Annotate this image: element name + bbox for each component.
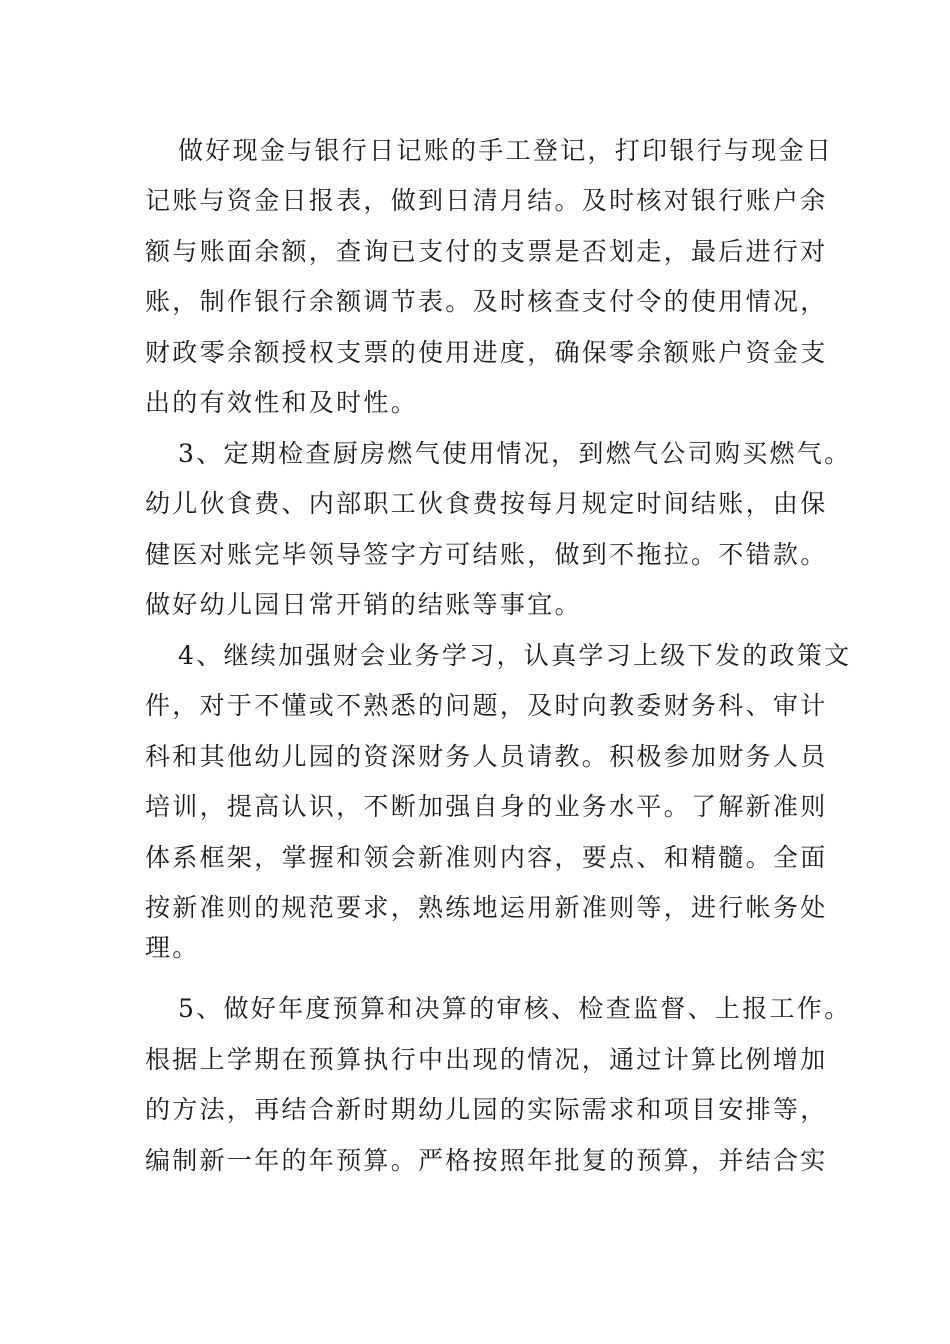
- text-line: 幼儿伙食费、内部职工伙食费按每月规定时间结账，由保: [145, 489, 828, 518]
- text-line: 科和其他幼儿园的资深财务人员请教。积极参加财务人员: [145, 742, 828, 771]
- text-line: 根据上学期在预算执行中出现的情况，通过计算比例增加: [145, 1045, 828, 1074]
- text-line: 4、继续加强财会业务学习，认真学习上级下发的政策文: [178, 641, 852, 670]
- text-line: 额与账面余额，查询已支付的支票是否划走，最后进行对: [145, 237, 828, 266]
- text-line: 财政零余额授权支票的使用进度，确保零余额账户资金支: [145, 338, 828, 367]
- text-line: 做好现金与银行日记账的手工登记，打印银行与现金日: [178, 136, 834, 165]
- text-line: 按新准则的规范要求，熟练地运用新准则等，进行帐务处: [145, 893, 828, 922]
- text-line: 编制新一年的年预算。严格按照年批复的预算，并结合实: [145, 1146, 828, 1175]
- text-line: 健医对账完毕领导签字方可结账，做到不拖拉。不错款。: [145, 540, 828, 569]
- text-line: 体系框架，掌握和领会新准则内容，要点、和精髓。全面: [145, 843, 828, 872]
- text-line: 的方法，再结合新时期幼儿园的实际需求和项目安排等，: [145, 1095, 828, 1124]
- text-line: 记账与资金日报表，做到日清月结。及时核对银行账户余: [145, 186, 828, 215]
- text-line: 5、做好年度预算和决算的审核、检查监督、上报工作。: [178, 994, 852, 1023]
- text-line: 3、定期检查厨房燃气使用情况，到燃气公司购买燃气。: [178, 439, 852, 468]
- text-line: 培训，提高认识，不断加强自身的业务水平。了解新准则: [145, 792, 828, 821]
- text-line: 件，对于不懂或不熟悉的问题，及时向教委财务科、审计: [145, 691, 828, 720]
- text-line: 做好幼儿园日常开销的结账等事宜。: [145, 590, 582, 619]
- text-line: 理。: [145, 933, 200, 962]
- text-line: 出的有效性和及时性。: [145, 388, 419, 417]
- text-line: 账，制作银行余额调节表。及时核查支付令的使用情况，: [145, 287, 828, 316]
